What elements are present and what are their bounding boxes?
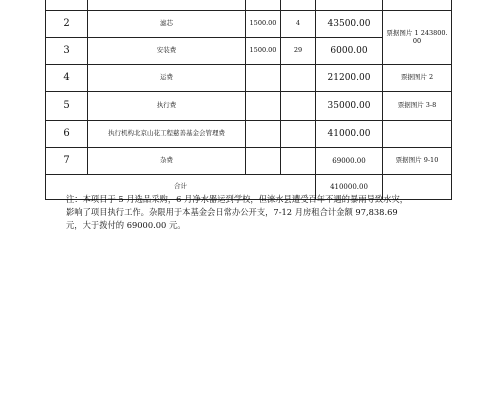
table-row xyxy=(46,65,452,92)
quantity xyxy=(281,65,316,92)
amount: 41000.00 xyxy=(316,121,383,148)
table-row xyxy=(46,11,452,38)
row-number: 7 xyxy=(46,148,88,175)
unit-price xyxy=(246,0,281,11)
row-number: 2 xyxy=(46,11,88,38)
remark xyxy=(383,121,452,148)
unit-price xyxy=(246,92,281,121)
item-name xyxy=(88,0,246,11)
row-number: 4 xyxy=(46,65,88,92)
unit-price xyxy=(246,121,281,148)
amount: 21200.00 xyxy=(316,65,383,92)
remark: 票据图片 9-10 xyxy=(383,148,452,175)
unit-price xyxy=(246,148,281,175)
quantity xyxy=(281,0,316,11)
item-name: 运费 xyxy=(88,65,246,92)
item-name: 安装费 xyxy=(88,38,246,65)
quantity xyxy=(281,148,316,175)
footnote: 注：本项目于 5 月选品采购，6 月净水器运到学校，但淶水县遭受百年不遇的暴雨导致水灾，影响了项目执行工作。杂限用于本基金会日常办公开支，7-12 月房租合计金额 97,838.69 元，大于拨付的 69000.00 元。 xyxy=(66,194,409,230)
item-name: 滤芯 xyxy=(88,11,246,38)
unit-price: 1500.00 xyxy=(246,38,281,65)
item-name: 执行机构北京山花工程慈善基金会管理费 xyxy=(88,121,246,148)
remark: 票据图片 3-8 xyxy=(383,92,452,121)
quantity xyxy=(281,92,316,121)
amount: 35000.00 xyxy=(316,92,383,121)
row-number xyxy=(46,0,88,11)
unit-price: 1500.00 xyxy=(246,11,281,38)
item-name: 执行费 xyxy=(88,92,246,121)
expense-table xyxy=(45,0,452,200)
amount: 43500.00 xyxy=(316,11,383,38)
remark: 票据图片 2 xyxy=(383,65,452,92)
row-number: 5 xyxy=(46,92,88,121)
row-number: 3 xyxy=(46,38,88,65)
quantity xyxy=(281,121,316,148)
amount: 6000.00 xyxy=(316,38,383,65)
amount: 69000.00 xyxy=(316,148,383,175)
table-row xyxy=(46,121,452,148)
remark xyxy=(383,0,452,11)
total-label: 合计 xyxy=(46,175,316,200)
quantity: 29 xyxy=(281,38,316,65)
table-row xyxy=(46,148,452,175)
row-number: 6 xyxy=(46,121,88,148)
quantity: 4 xyxy=(281,11,316,38)
table-row xyxy=(46,92,452,121)
remark: 票据图片 1 243800.00 xyxy=(383,11,452,65)
total-amount: 410000.00 xyxy=(316,175,383,200)
item-name: 杂费 xyxy=(88,148,246,175)
unit-price xyxy=(246,65,281,92)
table-row xyxy=(46,0,452,11)
amount xyxy=(316,0,383,11)
